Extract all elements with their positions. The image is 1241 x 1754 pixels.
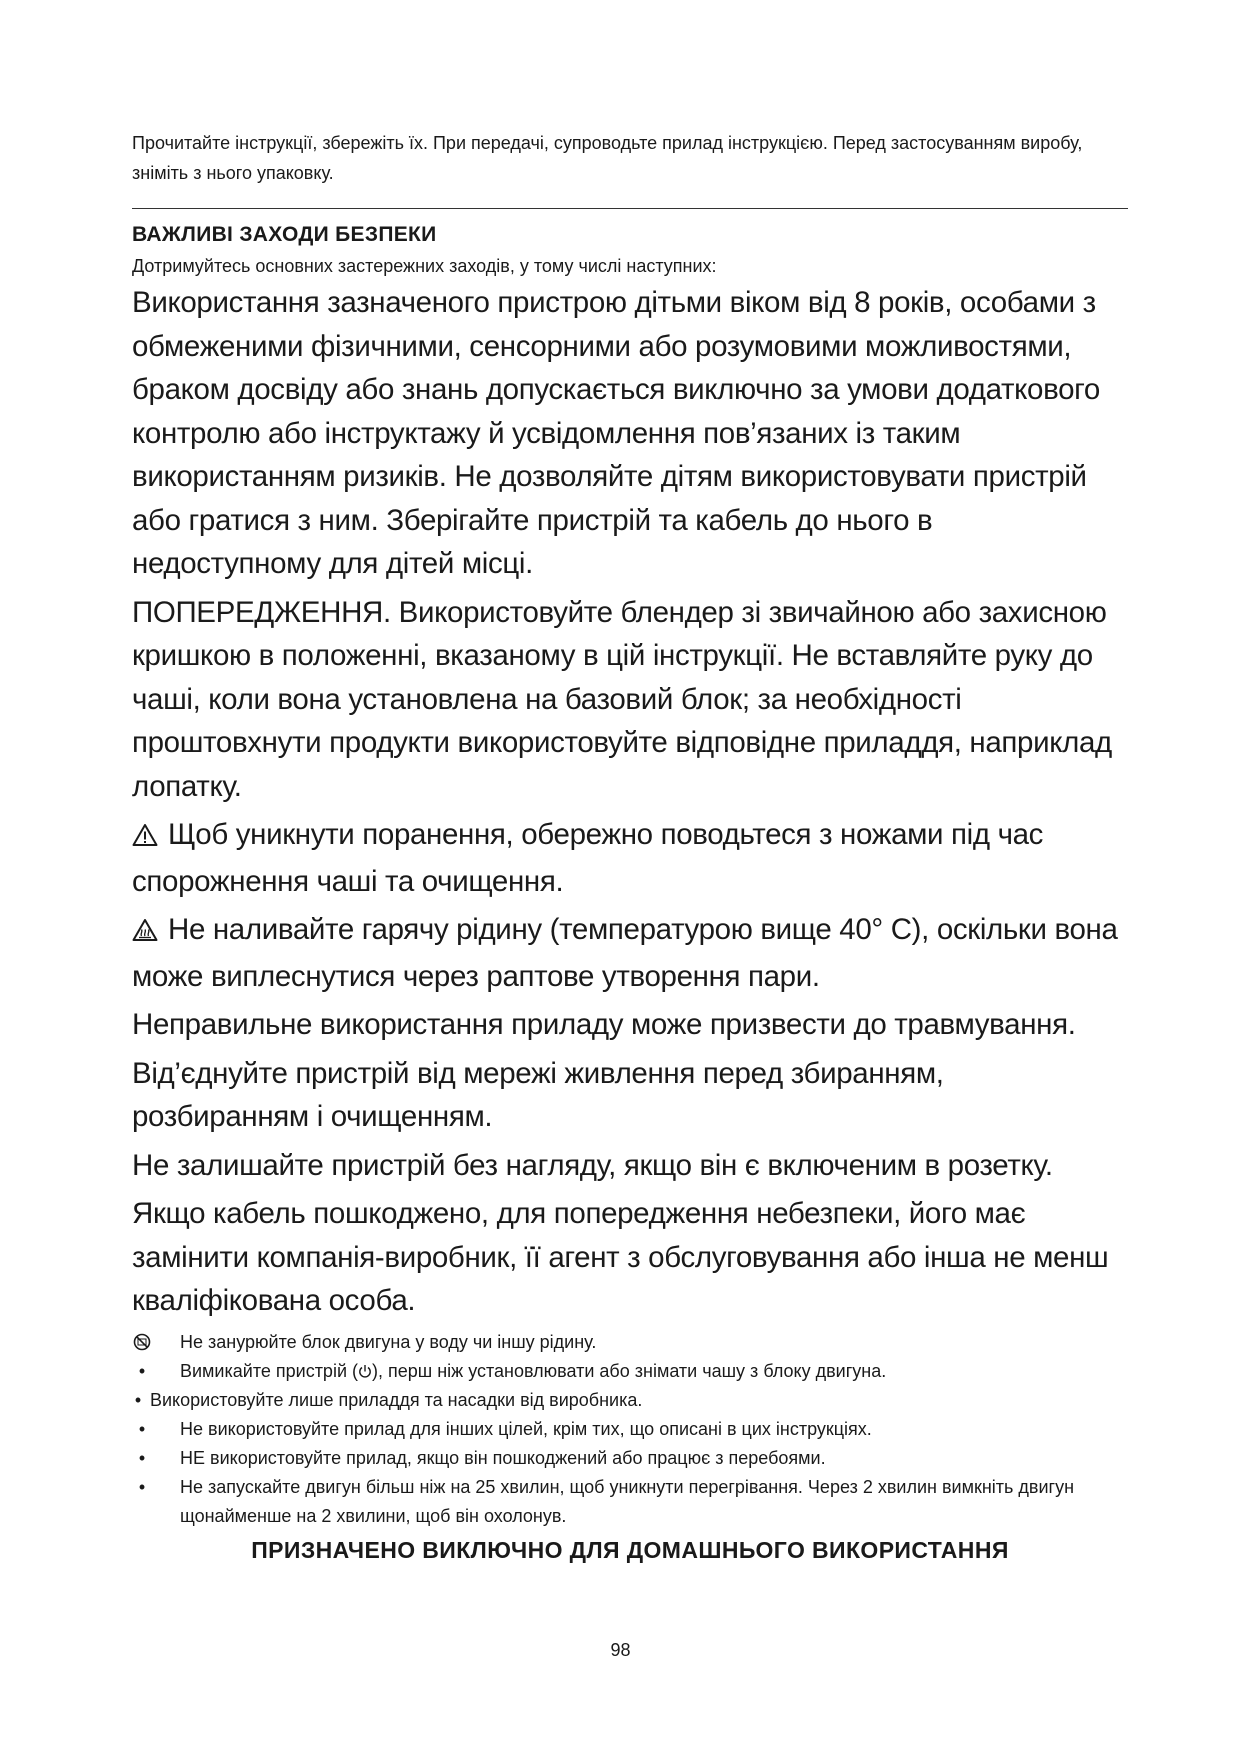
paragraph-blades [132, 813, 1128, 903]
paragraph-cable: Якщо кабель пошкоджено, для попередження небезпеки, його має замінити компанія-виробник, її агент з обслуговування або інша не менш кваліфікована особа. [132, 1197, 1109, 1317]
bullet: • [138, 1476, 146, 1497]
list-item-text: Використовуйте лише приладдя та насадки від виробника. [150, 1389, 643, 1410]
list-item-text: Вимикайте пристрій ( [180, 1360, 358, 1381]
power-icon [358, 1361, 372, 1381]
bullet: • [134, 1389, 142, 1410]
bullet: • [138, 1447, 146, 1468]
section-heading: ВАЖЛИВІ ЗАХОДИ БЕЗПЕКИ [132, 223, 437, 246]
section-subheading: Дотримуйтесь основних застережних заходів, у тому числі наступних: [132, 256, 717, 276]
paragraph-misuse: Неправильне використання приладу може призвести до травмування. [132, 1008, 1076, 1041]
paragraph-hot-liquid-text: Не наливайте гарячу рідину (температурою вище 40° C), оскільки вона може виплеснутися через раптове утворення пари. [132, 913, 1118, 993]
list-item-text: Не використовуйте прилад для інших цілей, крім тих, що описані в цих інструкціях. [180, 1418, 872, 1439]
paragraph-warning-lid: ПОПЕРЕДЖЕННЯ. Використовуйте блендер зі звичайною або захисною кришкою в положенні, вказаному в цій інструкції. Не вставляйте руку до чаші, коли вона установлена на базовий блок; за необхідності проштовхнути продукти використовуйте відповідне приладдя, наприклад лопатку. [132, 595, 1112, 803]
paragraph-unplug: Від’єднуйте пристрій від мережі живлення перед збиранням, розбиранням і очищенням. [132, 1056, 944, 1133]
bullet: • [138, 1360, 146, 1381]
page-number: 98 [610, 1640, 631, 1660]
list-item [132, 1357, 1128, 1386]
divider [132, 208, 1128, 209]
list-item-text: Не запускайте двигун більш ніж на 25 хвилин, щоб уникнути перегрівання. Через 2 хвилин вимкніть двигун щонайменше на 2 хвилини, щоб він охолонув. [180, 1476, 1075, 1526]
paragraph-unattended: Не залишайте пристрій без нагляду, якщо він є включеним в розетку. [132, 1148, 1053, 1182]
paragraph-children: Використання зазначеного пристрою дітьми віком від 8 років, особами з обмеженими фізичними, сенсорними або розумовими можливостями, браком досвіду або знань допускається виключно за умови додаткового контролю або інструктажу й усвідомлення пов’язаних із таким використанням ризиків. Не дозволяйте дітям використовувати пристрій або гратися з ним. Зберігайте пристрій та кабель до нього в недоступному для дітей місці. [132, 286, 1100, 580]
list-item-text: НЕ використовуйте прилад, якщо він пошкоджений або працює з перебоями. [180, 1447, 826, 1468]
list-item [132, 1328, 1128, 1357]
warning-triangle-icon [132, 816, 158, 860]
prohibited-icon [132, 1328, 152, 1357]
list-item [132, 1415, 1128, 1444]
list-item-text-cont: ), перш ніж установлювати або знімати чашу з блоку двигуна. [372, 1360, 887, 1381]
safety-list [132, 1328, 1128, 1531]
list-item [132, 1444, 1128, 1473]
paragraph-blades-text: Щоб уникнути поранення, обережно поводьтеся з ножами під час спорожнення чаші та очищення. [132, 818, 1044, 898]
page-content [132, 128, 1128, 1567]
list-item [132, 1386, 1128, 1415]
list-item-text: Не занурюйте блок двигуна у воду чи іншу рідину. [180, 1331, 597, 1352]
intro-text: Прочитайте інструкції, збережіть їх. При передачі, супроводьте прилад інструкцією. Перед застосуванням виробу, зніміть з нього упаковку. [132, 133, 1083, 183]
household-use-notice: ПРИЗНАЧЕНО ВИКЛЮЧНО ДЛЯ ДОМАШНЬОГО ВИКОРИСТАННЯ [251, 1536, 1009, 1563]
bullet: • [138, 1418, 146, 1439]
hot-surface-warning-icon [132, 911, 158, 955]
paragraph-hot-liquid [132, 908, 1128, 998]
list-item [132, 1473, 1128, 1531]
